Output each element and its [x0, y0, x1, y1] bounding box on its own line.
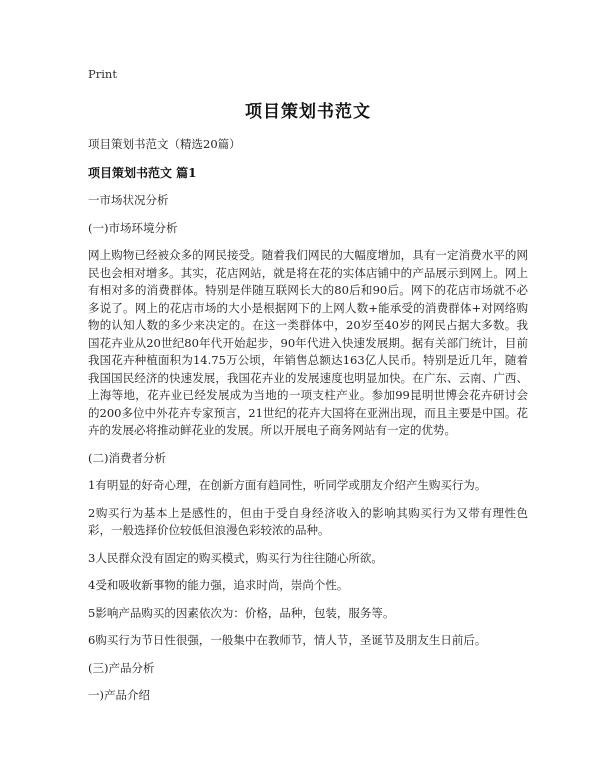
print-link[interactable]: Print — [88, 67, 117, 81]
market-status-heading: 一市场状况分析 — [88, 193, 169, 207]
consumer-item: 2购买行为基本上是感性的，但由于受自身经济收入的影响其购买行为又带有理性色彩，一般选择价位较低但浪漫色彩较浓的品种。 — [88, 505, 528, 537]
market-environment-paragraph: 网上购物已经被众多的网民接受。随着我们网民的大幅度增加，具有一定消费水平的网民也会相对增多。其实，花店网站，就是将在花的实体店铺中的产品展示到网上。网上有相对多的消费群体。特别是伴随互联网长大的80后和90后。网下的花店市场就不必多说了。网上的花店市场的大小是根据网下的上网人数+能承受的消费群体+对网络购物的认知人数的多少来决定的。在这一类群体中，20岁至40岁的网民占据大多数。我国花卉业从20世纪80年代开始起步，90年代进入快速发展期。据有关部门统计，目前我国花卉种植面积为14.75万公顷，年销售总额达163亿人民币。特别是近几年，随着我国国民经济的快速发展，我国花卉业的发展速度也明显加快。在广东、云南、广西、上海等地，花卉业已经发展成为当地的一项支柱产业。参加99昆明世博会花卉研讨会的200多位中外花卉专家预言，21世纪的花卉大国将在亚洲出现，而且主要是中国。花卉的发展必将推动鲜花业的发展。所以开展电子商务网站有一定的优势。 — [88, 248, 528, 437]
document-title: 项目策划书范文 — [245, 102, 371, 122]
product-intro-heading: 一)产品介绍 — [88, 688, 150, 702]
market-environment-heading: (一)市场环境分析 — [88, 220, 178, 235]
document-subtitle: 项目策划书范文（精选20篇） — [88, 137, 241, 151]
section-heading: 项目策划书范文 篇1 — [88, 166, 197, 180]
product-analysis-heading: (三)产品分析 — [88, 660, 155, 675]
consumer-item: 5影响产品购买的因素依次为：价格，品种，包装，服务等。 — [88, 605, 395, 620]
consumer-item: 3人民群众没有固定的购买模式，购买行为往往随心所欲。 — [88, 550, 383, 565]
consumer-item: 1有明显的好奇心理，在创新方面有趋同性，听同学或朋友介绍产生购买行为。 — [88, 478, 487, 492]
document-page — [88, 66, 528, 705]
consumer-item: 6购买行为节日性很强，一般集中在教师节，情人节，圣诞节及朋友生日前后。 — [88, 633, 487, 647]
consumer-item: 4受和吸收新事物的能力强，追求时尚，崇尚个性。 — [88, 578, 349, 592]
consumer-analysis-heading: (二)消费者分析 — [88, 450, 166, 465]
